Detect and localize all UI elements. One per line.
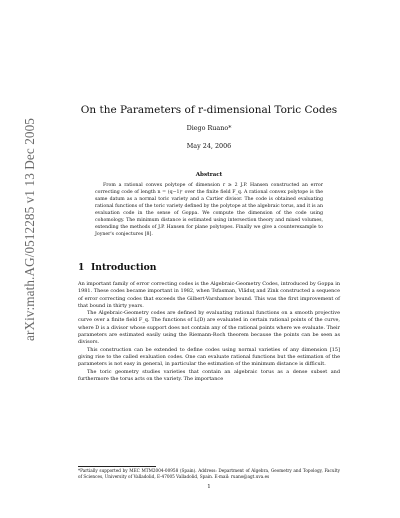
page-number: 1 — [207, 484, 211, 490]
paragraph: The toric geometry studies varieties that contain an algebraic torus as a dense subset and furthermore the torus acts on the variety. The importance — [78, 368, 340, 382]
paragraph: This construction can be extended to define codes using normal varieties of any dimension [15] giving rise to the called evaluation codes. One can evaluate rational functions but the estimation of the parameters is not easy in general, in particular the estimation of the minimum distance is difficult. — [78, 346, 340, 368]
paper-author: Diego Ruano* — [186, 124, 232, 132]
section-title: Introduction — [91, 262, 157, 273]
arxiv-sidebar — [0, 0, 37, 518]
footnote: *Partially supported by MEC MTM2004-00958 (Spain). Address: Department of Algebra, Geometry and Topology, Faculty of Sciences, University of Valladolid, E-47005 Valladolid, Spain. E-mail: ruano@agt.uva.es — [78, 468, 340, 479]
body-text — [78, 281, 340, 383]
section-heading — [78, 262, 340, 273]
paper-date: May 24, 2006 — [186, 142, 232, 150]
paper-title: On the Parameters of r-dimensional Toric Codes — [80, 104, 338, 116]
section-number: 1 — [78, 262, 85, 273]
paragraph: An important family of error correcting codes is the Algebraic-Geometry Codes, introduced by Goppa in 1981. These codes became important in 1982, when Tsfasman, Vlăduţ and Zink constructed a sequence of error correcting codes that exceeds the Gilbert-Varshamov bound. This was the first improvement of that bound in thirty years. — [78, 281, 340, 309]
footnote-rule — [78, 466, 156, 467]
abstract-block — [95, 182, 323, 238]
arxiv-identifier: arXiv:math.AG/0512285 v1 13 Dec 2005 — [22, 118, 37, 341]
abstract-text: From a rational convex polytope of dimension r ≥ 2 J.P. Hansen constructed an error correcting code of length n = (q−1)ʳ over the finite field F_q. A rational convex polytope is the same datum as a normal toric variety and a Cartier divisor. The code is obtained evaluating rational functions of the toric variety defined by the polytope at the algebraic torus, and it is an evaluation code in the sense of Goppa. We compute the dimension of the code using cohomology. The minimum distance is estimated using intersection theory and mixed volumes, extending the methods of J.P. Hansen for plane polytopes. Finally we give a counterexample to Joyner's conjectures [8]. — [95, 183, 323, 238]
abstract-heading: Abstract — [195, 172, 223, 178]
paragraph: The Algebraic-Geometry codes are defined by evaluating rational functions on a smooth projective curve over a finite field F_q. The functions of L(D) are evaluated in certain rational points of the curve, where D is a divisor whose support does not contain any of the rational points where we evaluate. Their parameters are estimated easily using the Riemann-Roch theorem because the points can be seen as divisors. — [78, 310, 340, 346]
